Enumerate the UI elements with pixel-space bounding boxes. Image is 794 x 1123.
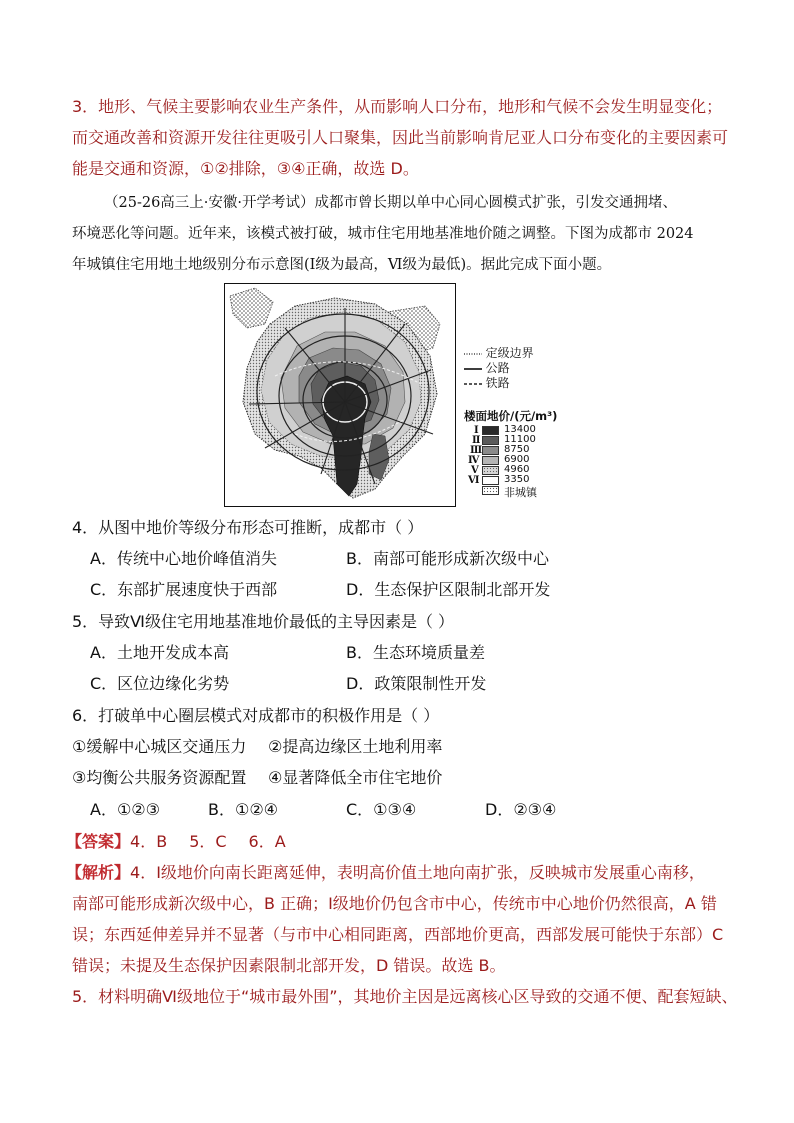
level-vi-swatch xyxy=(482,476,499,485)
q6-statement-2: ②提高边缘区土地利用率 xyxy=(268,737,443,756)
q6-statement-3: ③均衡公共服务资源配置 xyxy=(72,768,247,787)
level-i-swatch xyxy=(482,426,499,435)
analysis-line1 xyxy=(66,863,705,883)
dotted-line-icon xyxy=(464,349,482,359)
answer-label: 【答案】 xyxy=(66,832,131,851)
map-graphic xyxy=(225,284,454,505)
answer-4: 4．B xyxy=(130,832,168,851)
non-urban-swatch xyxy=(482,486,499,495)
q5-option-c: C．区位边缘化劣势 xyxy=(90,674,230,693)
q5-option-d: D．政策限制性开发 xyxy=(346,674,487,693)
analysis-label: 【解析】 xyxy=(66,863,131,882)
level-label: Ⅴ xyxy=(471,465,479,476)
q4-option-a: A．传统中心地价峰值消失 xyxy=(90,549,277,568)
level-label: Ⅰ xyxy=(474,425,479,436)
answer-6: 6．A xyxy=(248,832,286,851)
analysis-line4: 错误；未提及生态保护因素限制北部开发，D 错误。故选 B。 xyxy=(72,956,506,975)
level-label: Ⅳ xyxy=(468,455,480,466)
q6-option-b: B．①②④ xyxy=(208,800,279,819)
level-value: 6900 xyxy=(504,454,530,465)
level-value: 4960 xyxy=(504,464,530,475)
q6-option-a: A．①②③ xyxy=(90,800,160,819)
q3-text: 能是交通和资源， xyxy=(72,159,201,178)
passage-line2: 环境恶化等问题。近年来，该模式被打破，城市住宅用地基准地价随之调整。下图为成都市 2024 xyxy=(72,226,694,242)
level-label: Ⅵ xyxy=(468,475,480,486)
level-label: Ⅱ xyxy=(472,435,481,446)
level-value: 11100 xyxy=(504,434,536,445)
q5-option-a: A．土地开发成本高 xyxy=(90,643,229,662)
level-iii-swatch xyxy=(482,446,499,455)
q3-text: 正确，故选 D。 xyxy=(305,159,419,178)
q5-option-b: B．生态环境质量差 xyxy=(346,643,485,662)
q3-explanation-line3 xyxy=(72,159,419,179)
q5-stem: 5．导致Ⅵ级住宅用地基准地价最低的主导因素是（ ） xyxy=(72,612,455,631)
non-urban-zone-nw xyxy=(230,288,273,328)
non-urban-label: 非城镇 xyxy=(504,486,537,499)
q6-stem: 6．打破单中心圈层模式对成都市的积极作用是（ ） xyxy=(72,706,440,725)
q3-excluded-options: ①② xyxy=(200,159,229,178)
level-value: 3350 xyxy=(504,474,530,485)
solid-line-icon xyxy=(464,364,482,374)
passage-line1: （25-26高三上·安徽·开学考试）成都市曾长期以单中心同心圆模式扩张，引发交通拥堵、 xyxy=(104,195,678,211)
chengdu-land-price-map xyxy=(224,283,456,507)
dashed-line-icon xyxy=(464,379,482,389)
legend-railway: 铁路 xyxy=(464,374,510,391)
answer-line xyxy=(66,832,286,852)
q3-explanation-line2: 而交通改善和资源开发往往更吸引人口聚集，因此当前影响肯尼亚人口分布变化的主要因素可 xyxy=(72,128,729,147)
q6-option-c: C．①③④ xyxy=(346,800,417,819)
level-v-swatch xyxy=(482,466,499,475)
level-iv-swatch xyxy=(482,456,499,465)
answer-5: 5．C xyxy=(189,832,227,851)
legend-boundary: 定级边界 xyxy=(464,344,534,361)
level-ii-swatch xyxy=(482,436,499,445)
q3-correct-options: ③④ xyxy=(276,159,306,178)
q4-option-d: D．生态保护区限制北部开发 xyxy=(346,580,551,599)
q6-statement-4: ④显著降低全市住宅地价 xyxy=(268,768,443,787)
analysis-line3: 误；东西延伸差异并不显著（与市中心相同距离，西部地价更高，西部发展可能快于东部）C xyxy=(72,925,724,944)
price-legend-title: 楼面地价/(元/m³) xyxy=(464,409,558,423)
legend-highway: 公路 xyxy=(464,359,510,376)
q6-option-d: D．②③④ xyxy=(485,800,557,819)
q3-explanation-line1: 3．地形、气候主要影响农业生产条件，从而影响人口分布，地形和气候不会发生明显变化； xyxy=(72,97,723,116)
q6-statement-1: ①缓解中心城区交通压力 xyxy=(72,737,247,756)
q4-option-c: C．东部扩展速度快于西部 xyxy=(90,580,278,599)
analysis-text: 4．Ⅰ级地价向南长距离延伸，表明高价值土地向南扩张，反映城市发展重心南移， xyxy=(130,863,705,882)
q3-text: 排除， xyxy=(228,159,277,178)
analysis-line5: 5．材料明确Ⅵ级地位于“城市最外围”，其地价主因是远离核心区导致的交通不便、配套短缺、 xyxy=(72,987,738,1006)
q4-option-b: B．南部可能形成新次级中心 xyxy=(346,549,549,568)
analysis-line2: 南部可能形成新次级中心，B 正确；Ⅰ级地价仍包含市中心，传统市中心地价仍然很高，A 错 xyxy=(72,894,717,913)
level-value: 8750 xyxy=(504,444,530,455)
passage-line3: 年城镇住宅用地土地级别分布示意图(Ⅰ级为最高，Ⅵ级为最低)。据此完成下面小题。 xyxy=(72,257,612,273)
q4-stem: 4．从图中地价等级分布形态可推断，成都市（ ） xyxy=(72,518,424,537)
level-value: 13400 xyxy=(504,424,536,435)
level-label: Ⅲ xyxy=(470,445,483,456)
